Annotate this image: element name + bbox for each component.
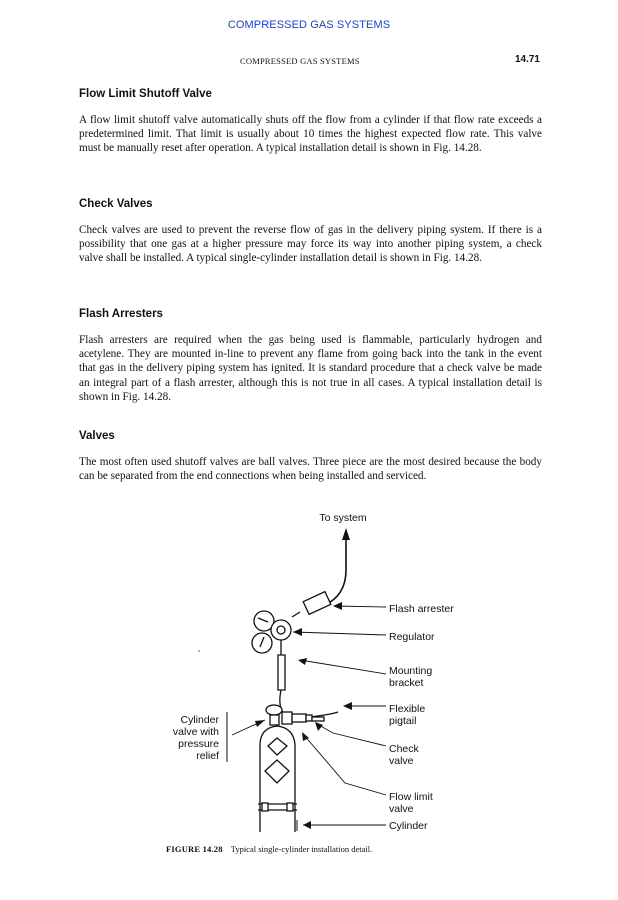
label-cylinder-valve-3: pressure bbox=[178, 738, 219, 750]
label-flash-arrester: Flash arrester bbox=[389, 603, 454, 615]
label-cylinder-valve-2: valve with bbox=[172, 726, 219, 738]
label-cylinder-valve-4: relief bbox=[196, 750, 219, 762]
section-heading-valves: Valves bbox=[79, 430, 115, 442]
section-body-valves: The most often used shutoff valves are ball valves. Three piece are the most desired because the body can be separated from the end connections when being installed and serviced. bbox=[79, 456, 542, 483]
label-mounting-bracket-1: Mounting bbox=[389, 665, 433, 677]
supply-line bbox=[325, 540, 346, 605]
label-to-system: To system bbox=[319, 512, 367, 524]
mounting-bracket-shape bbox=[278, 640, 285, 690]
section-body-flow-limit: A flow limit shutoff valve automatically shuts off the flow from a cylinder if that flow rate exceeds a predetermined limit. That limit is usually about 10 times the highest expected flow rate. This valve must be manually reset after operation. A typical installation detail is shown in Fig. 14.28. bbox=[79, 114, 542, 155]
label-regulator: Regulator bbox=[389, 631, 435, 643]
running-head-title: COMPRESSED GAS SYSTEMS bbox=[240, 56, 360, 66]
label-cylinder-valve-1: Cylinder bbox=[180, 714, 219, 726]
label-flow-limit-valve-1: Flow limit bbox=[389, 791, 433, 803]
section-heading-check-valves: Check Valves bbox=[79, 198, 153, 210]
flash-arrester-shape bbox=[303, 592, 331, 615]
label-flexible-pigtail-2: pigtail bbox=[389, 715, 417, 727]
cylinder-shape bbox=[260, 726, 295, 832]
page-number: 14.71 bbox=[514, 54, 540, 65]
section-heading-flow-limit: Flow Limit Shutoff Valve bbox=[79, 88, 212, 100]
figure-caption bbox=[166, 844, 372, 854]
section-body-check-valves: Check valves are used to prevent the reverse flow of gas in the delivery piping system. If there is a possibility that one gas at a higher pressure may force its way into another piping system, a check valve shall be installed. A typical single-cylinder installation detail is shown in Fig. 14.28. bbox=[79, 224, 542, 265]
label-check-valve-2: valve bbox=[389, 755, 414, 767]
section-heading-flash-arresters: Flash Arresters bbox=[79, 308, 163, 320]
document-banner: COMPRESSED GAS SYSTEMS bbox=[227, 19, 391, 31]
label-flow-limit-valve-2: valve bbox=[389, 803, 414, 815]
label-flexible-pigtail-1: Flexible bbox=[389, 703, 426, 715]
regulator-body bbox=[271, 620, 291, 640]
label-cylinder: Cylinder bbox=[389, 820, 428, 832]
figure-caption-text: Typical single-cylinder installation detail. bbox=[230, 844, 373, 854]
figure-number: FIGURE 14.28 bbox=[166, 844, 223, 854]
label-check-valve-1: Check bbox=[389, 743, 419, 755]
label-mounting-bracket-2: bracket bbox=[389, 677, 424, 689]
section-body-flash-arresters: Flash arresters are required when the gas being used is flammable, particularly hydrogen and acetylene. They are mounted in-line to prevent any flame from going back into the tank in the event that gas in the delivery piping system has ignited. It is standard procedure that a check valve be made an integral part of a flash arrester, although this is not true in all cases. A typical installation detail is shown in Fig. 14.28. bbox=[79, 334, 542, 403]
